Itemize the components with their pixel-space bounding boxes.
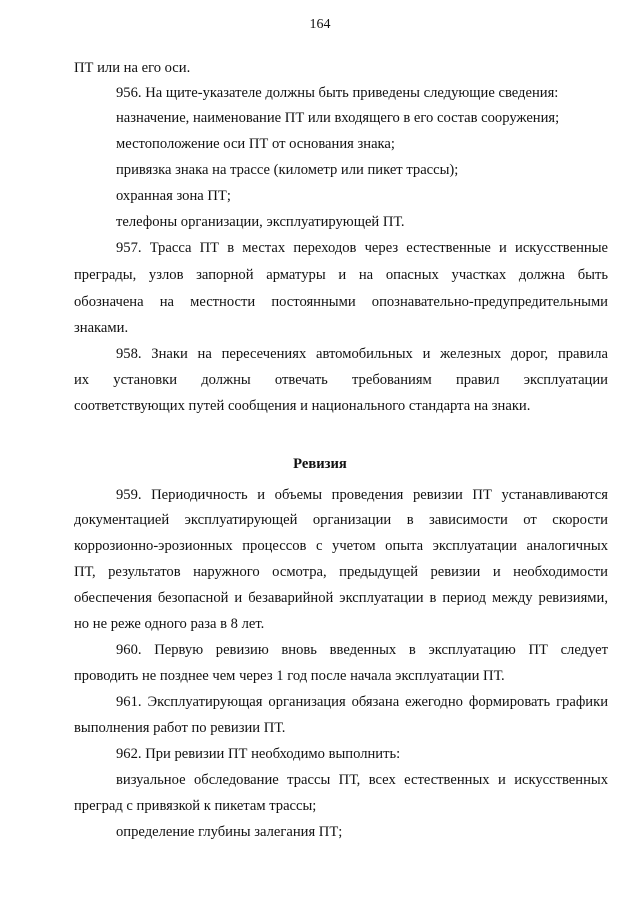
text-line: их установки должны отвечать требованиям правил эксплуатации bbox=[74, 372, 608, 388]
text-line: привязка знака на трассе (километр или пикет трассы); bbox=[116, 162, 459, 178]
text-line: 959. Периодичность и объемы проведения ревизии ПТ устанавливаются bbox=[116, 487, 608, 503]
text-line: 961. Эксплуатирующая организация обязана ежегодно формировать графики bbox=[116, 694, 608, 710]
text-line: 962. При ревизии ПТ необходимо выполнить: bbox=[116, 746, 401, 762]
page-number: 164 bbox=[309, 17, 331, 32]
text-line: 956. На щите-указателе должны быть приведены следующие сведения: bbox=[116, 85, 559, 101]
text-line: телефоны организации, эксплуатирующей ПТ. bbox=[116, 214, 405, 230]
text-line: охранная зона ПТ; bbox=[116, 188, 231, 204]
text-line: визуальное обследование трассы ПТ, всех естественных и искусственных bbox=[116, 772, 608, 788]
text-line: ПТ, результатов наружного осмотра, предыдущей ревизии и необходимости bbox=[74, 564, 608, 580]
text-line: обеспечения безопасной и безаварийной эксплуатации в период между ревизиями, bbox=[74, 590, 608, 606]
text-line: но не реже одного раза в 8 лет. bbox=[74, 616, 265, 632]
text-line: назначение, наименование ПТ или входящего в его состав сооружения; bbox=[116, 110, 560, 126]
text-line: 960. Первую ревизию вновь введенных в эксплуатацию ПТ следует bbox=[116, 642, 608, 658]
text-line: соответствующих путей сообщения и национального стандарта на знаки. bbox=[74, 398, 531, 414]
text-line: 957. Трасса ПТ в местах переходов через естественные и искусственные bbox=[116, 240, 608, 256]
text-line: проводить не позднее чем через 1 год после начала эксплуатации ПТ. bbox=[74, 668, 505, 684]
text-line: определение глубины залегания ПТ; bbox=[116, 824, 343, 840]
text-line: 958. Знаки на пересечениях автомобильных и железных дорог, правила bbox=[116, 346, 608, 362]
text-line: ПТ или на его оси. bbox=[74, 60, 191, 76]
text-line: преграды, узлов запорной арматуры и на опасных участках должна быть bbox=[74, 267, 608, 283]
text-line: выполнения работ по ревизии ПТ. bbox=[74, 720, 286, 736]
text-line: обозначена на местности постоянными опознавательно-предупредительными bbox=[74, 294, 608, 310]
text-line: преград с привязкой к пикетам трассы; bbox=[74, 798, 317, 814]
text-line: документацией эксплуатирующей организации в зависимости от скорости bbox=[74, 512, 608, 528]
text-line: знаками. bbox=[74, 320, 129, 336]
section-heading: Ревизия bbox=[293, 456, 347, 472]
text-line: коррозионно-эрозионных процессов с учетом опыта эксплуатации аналогичных bbox=[74, 538, 608, 554]
text-line: местоположение оси ПТ от основания знака; bbox=[116, 136, 395, 152]
